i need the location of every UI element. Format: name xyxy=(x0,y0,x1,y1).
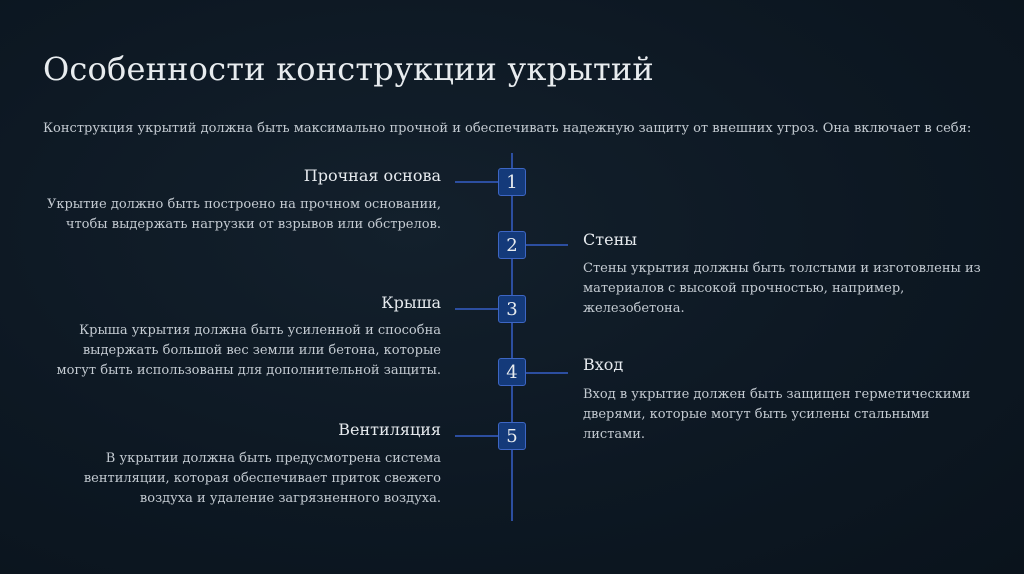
item-desc-4: Вход в укрытие должен быть защищен герметическими дверями, которые могут быть усилены стальными листами. xyxy=(583,387,971,442)
intro-text: Конструкция укрытий должна быть максимально прочной и обеспечивать надежную защиту от внешних угроз. Она включает в себя: xyxy=(43,121,972,136)
item-title-5: Вентиляция xyxy=(338,420,441,439)
step-number-2: 2 xyxy=(498,231,526,259)
step-number-4: 4 xyxy=(498,358,526,386)
item-desc-3: Крыша укрытия должна быть усиленной и способна выдержать большой вес земли или бетона, которые могут быть использованы для дополнительной защиты. xyxy=(56,323,441,378)
timeline-line xyxy=(511,153,513,521)
item-title-3: Крыша xyxy=(381,293,441,312)
connector-3 xyxy=(455,308,498,310)
step-number-3: 3 xyxy=(498,295,526,323)
connector-1 xyxy=(455,181,498,183)
connector-4 xyxy=(526,372,568,374)
page-title: Особенности конструкции укрытий xyxy=(43,50,654,88)
item-title-1: Прочная основа xyxy=(303,166,441,185)
item-desc-1: Укрытие должно быть построено на прочном основании, чтобы выдержать нагрузки от взрывов или обстрелов. xyxy=(46,197,441,232)
connector-5 xyxy=(455,435,498,437)
item-title-2: Стены xyxy=(583,230,637,249)
item-desc-2: Стены укрытия должны быть толстыми и изготовлены из материалов с высокой прочностью, например, железобетона. xyxy=(583,261,981,316)
step-number-1: 1 xyxy=(498,168,526,196)
step-number-5: 5 xyxy=(498,422,526,450)
connector-2 xyxy=(526,244,568,246)
item-desc-5: В укрытии должна быть предусмотрена система вентиляции, которая обеспечивает приток свежего воздуха и удаление загрязненного воздуха. xyxy=(83,451,441,506)
item-title-4: Вход xyxy=(583,355,624,374)
